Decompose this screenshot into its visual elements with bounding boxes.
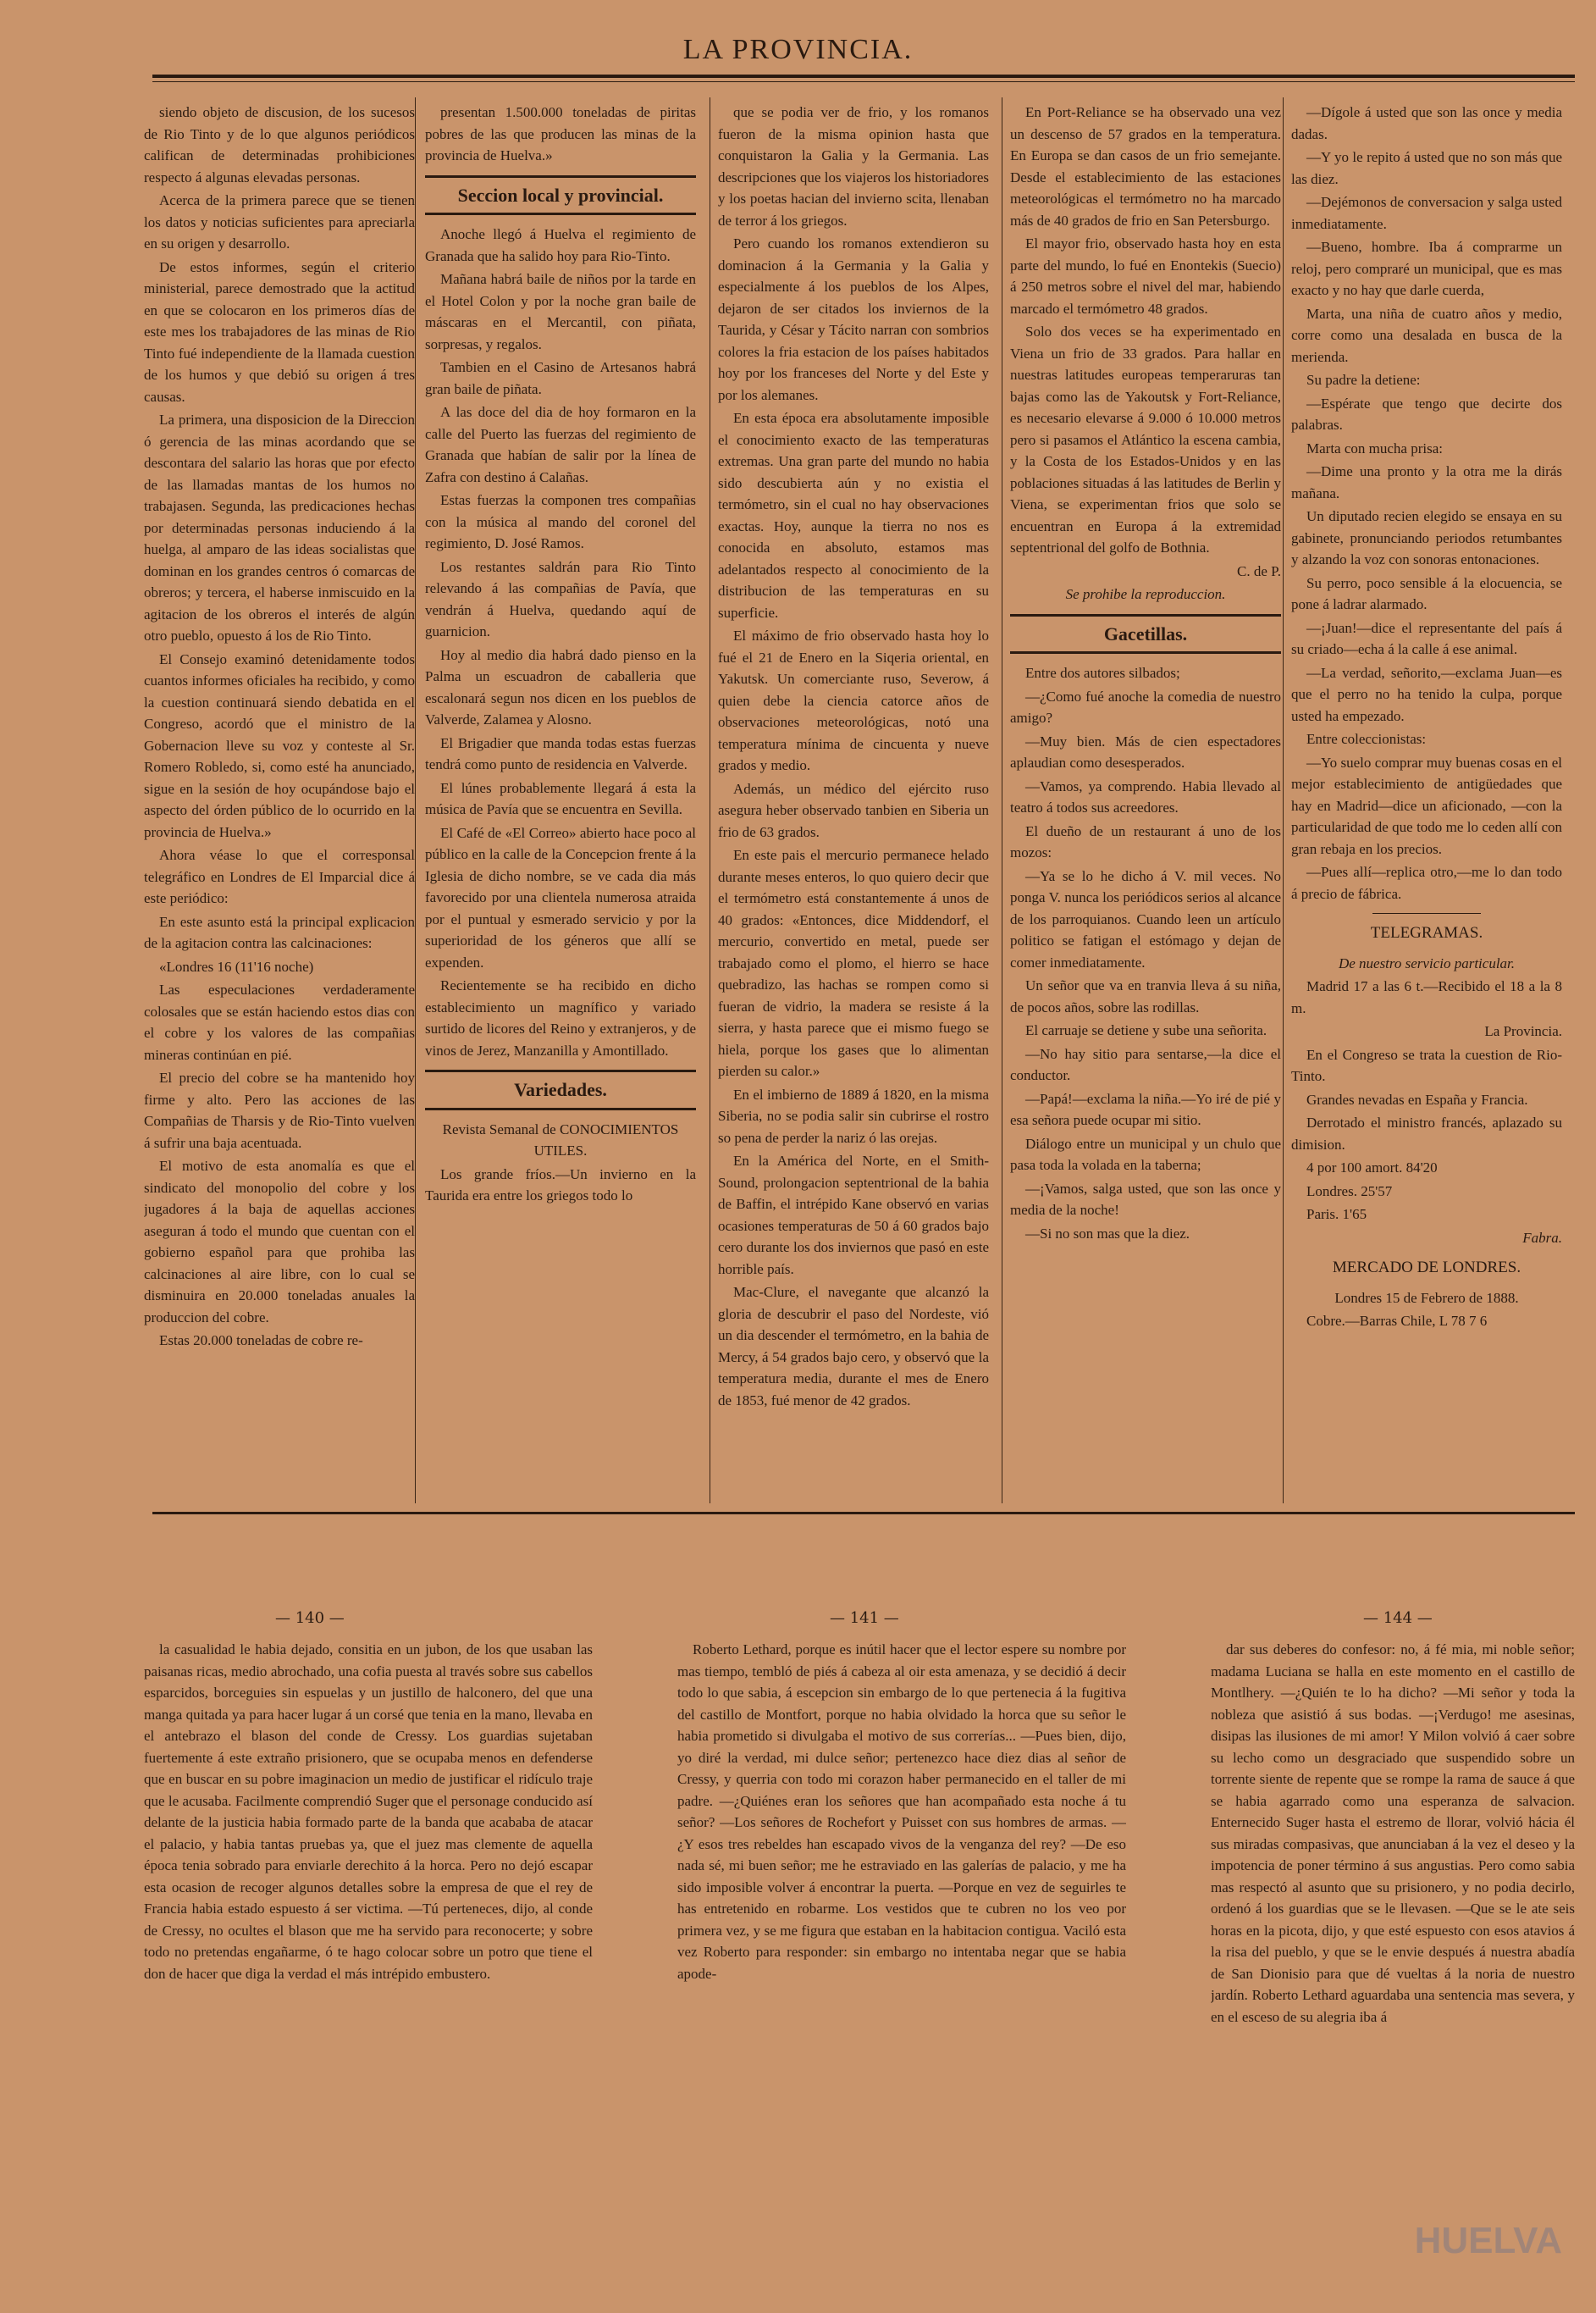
paragraph: En este asunto está la principal explicacion de la agitacion contra las calcinaciones: — [144, 913, 415, 951]
page-number: — 141 — — [830, 1609, 899, 1627]
column-1 — [144, 102, 415, 1499]
paragraph: Su padre la detiene: — [1306, 372, 1421, 388]
paragraph: —¡Juan!—dice el representante del país á su criado—echa á la calle á ese animal. — [1291, 619, 1562, 657]
page-number: — 144 — — [1363, 1609, 1433, 1627]
paragraph: Su perro, poco sensible á la elocuencia, se pone á ladrar alarmado. — [1291, 574, 1562, 612]
paragraph: Paris. 1'65 — [1306, 1206, 1367, 1222]
paragraph: Hoy al medio dia habrá dado pienso en la Palma un escuadron de caballeria que escalonará segun nos dicen en los pueblos de Valverde, Zalamea y Alosno. — [425, 646, 696, 728]
column-3 — [718, 102, 989, 1499]
paragraph: —Vamos, ya comprendo. Habia llevado al teatro á todos sus acreedores. — [1010, 777, 1281, 816]
paragraph: siendo objeto de discusion, de los sucesos de Rio Tinto y de lo que algunos periódicos califican de determinadas prohibiciones respecto á algunas elevadas personas. — [144, 104, 415, 185]
paragraph: —Papá!—exclama la niña.—Yo iré de pié y esa señora puede ocupar mi sitio. — [1010, 1090, 1281, 1128]
paragraph: —¿Como fué anoche la comedia de nuestro amigo? — [1010, 688, 1281, 726]
mercado-title: MERCADO DE LONDRES. — [1332, 1259, 1521, 1276]
paragraph: Un diputado recien elegido se ensaya en su gabinete, pronunciando periodos retumbantes y alzando la voz con sonoras entonaciones. — [1291, 508, 1562, 567]
paragraph: —Espérate que tengo que decirte dos palabras. — [1291, 395, 1562, 433]
column-divider — [415, 97, 416, 1503]
paragraph: Las especulaciones verdaderamente colosales que se están haciendo estos dias con el cobre y los valores de las compañias mineras continúan en pié. — [144, 982, 415, 1063]
paragraph: —Dime una pronto y la otra me la dirás mañana. — [1291, 463, 1562, 501]
paragraph: —Y yo le repito á usted que no son más que las diez. — [1291, 149, 1562, 187]
paragraph: Entre dos autores silbados; — [1025, 665, 1180, 681]
paragraph: —No hay sitio para sentarse,—la dice el conductor. — [1010, 1045, 1281, 1083]
paragraph: Marta, una niña de cuatro años y medio, corre como una desalada en busca de la merienda. — [1291, 305, 1562, 365]
paragraph: Tambien en el Casino de Artesanos habrá gran baile de piñata. — [425, 359, 696, 397]
paragraph: Un señor que va en tranvia lleva á su niña, de pocos años, sobre las rodillas. — [1010, 977, 1281, 1015]
prohibition-note: Se prohibe la reproduccion. — [1065, 586, 1226, 602]
bottom-rule — [152, 1512, 1575, 1514]
library-stamp: HUELVA — [1414, 2220, 1562, 2261]
folletin-column — [1211, 1639, 1575, 2249]
paragraph: —Si no son mas que la diez. — [1025, 1225, 1190, 1242]
paragraph: Londres. 25'57 — [1306, 1182, 1393, 1199]
paragraph: El Consejo examinó detenidamente todos cuantos informes oficiales ha recibido, y como la cuestion continuará siendo debatida en el Congreso, acordó que el ministro de la Gobernacion lleve su voz y conteste al Sr. Romero Robledo, si, como esté ha anunciado, sigue en la sesión de hoy ocupándose bajo el aspecto del órden público de lo ocurrido en la provincia de Huelva.» — [144, 650, 415, 840]
revista-lead: Los grande fríos.—Un invierno en la Taurida era entre los griegos todo lo — [425, 1165, 696, 1204]
telegramas-sender: La Provincia. — [1484, 1023, 1562, 1039]
paragraph: En el imbierno de 1889 á 1820, en la misma Siberia, no se podia salir sin cubrirse el rostro so pena de perder la nariz ó las orejas. — [718, 1086, 989, 1146]
folletin-column — [677, 1639, 1126, 2249]
column-lead: presentan 1.500.000 toneladas de piritas pobres de las que producen las minas de la provincia de Huelva.» — [425, 104, 696, 163]
paragraph: —Dígole á usted que son las once y media dadas. — [1291, 104, 1562, 142]
gacetillas-body — [1010, 662, 1281, 1244]
paragraph: De estos informes, según el criterio ministerial, parece demostrado que la actitud en que se colocaron en los primeros días de este mes los trabajadores de las minas de Rio Tinto fué independiente de la llamada cuestion de los humos y que debió su origen á tres causas. — [144, 258, 415, 405]
paragraph: Los restantes saldrán para Rio Tinto relevando á las compañias de Pavía, que vendrán á Huelva, quedando aquí de guarnicion. — [425, 558, 696, 639]
column-body — [1010, 102, 1281, 559]
article-signature: C. de P. — [1237, 562, 1281, 579]
folletin-text: Roberto Lethard, porque es inútil hacer que el lector espere su nombre por mas tiempo, tembló de piés á cabeza al oir esta amenaza, y se decidió á decir todo lo que sabia, á escepcion sin embargo de lo que pertenecia á la fugitiva del castillo de Montfort, porque no habia olvidado la horca que su señor le habia prometido si divulgaba el motivo de sus correrías... —Pues bien, dijo, yo diré la verdad, mi dulce señor; pertenezco hace diez dias al señor de Cressy, y querria con todo mi corazon haber permanecido en el taller de mi padre. —¿Quiénes eran los señores que han acompañado esta noche á tu señor? —Los señores de Rochefort y Puisset con sus hombres de armas. —¿Y esos tres rebeldes han escapado vivos de la venganza del rey? —De eso nada sé, mi buen señor; me he estraviado en las galerías de palacio, y me ha sido imposible volver á encontrar la puerta. —Porque en vez de seguirles te has entretenido en robarme. Los vestidos que te cubren no los veo por primera vez, y se me figura que estaban en la habitacion contigua. Vaciló esta vez Roberto para responder: sin embargo no intentaba negar que se habia apode- — [677, 1641, 1126, 1982]
paragraph: —¡Vamos, salga usted, que son las once y media de la noche! — [1010, 1180, 1281, 1218]
divider — [1372, 913, 1481, 914]
paragraph: El carruaje se detiene y sube una señorita. — [1025, 1022, 1267, 1038]
paragraph: En Port-Reliance se ha observado una vez un descenso de 57 grados en la temperatura. En Europa se dan casos de un frio semejante. Desde el establecimiento de las estaciones meteorológicas el termómetro no ha marcado más de 40 grados de frio en San Petersburgo. — [1010, 104, 1281, 229]
paragraph: El máximo de frio observado hasta hoy lo fué el 21 de Enero en la Siqeria oriental, en Yakutsk. Un comerciante ruso, Severow, á quien debe la ciencia catorce años de observaciones meteorológicas, notó una temperatura mínima de cincuenta y nueve grados y medio. — [718, 628, 989, 773]
paragraph: El lúnes probablemente llegará á esta la música de Pavía que se encuentra en Sevilla. — [425, 779, 696, 817]
column-body — [1291, 102, 1562, 905]
paragraph: Diálogo entre un municipal y un chulo que pasa toda la volada en la taberna; — [1010, 1135, 1281, 1173]
paragraph: Recientemente se ha recibido en dicho establecimiento un magnífico y variado surtido de licores del Reino y extranjeros, y de vinos de Jerez, Manzanilla y Amontillado. — [425, 977, 696, 1059]
paragraph: —Pues allí—replica otro,—me lo dan todo á precio de fábrica. — [1291, 864, 1562, 902]
paragraph: En el Congreso se trata la cuestion de Rio-Tinto. — [1291, 1046, 1562, 1084]
paragraph: Estas 20.000 toneladas de cobre re- — [159, 1332, 363, 1348]
masthead-rule-bottom — [152, 81, 1575, 82]
paragraph: El dueño de un restaurant á uno de los mozos: — [1010, 822, 1281, 860]
page-number: — 140 — — [275, 1609, 345, 1627]
revista-title: Revista Semanal de CONOCIMIENTOS UTILES. — [442, 1121, 679, 1159]
gacetillas-title: Gacetillas. — [1010, 614, 1281, 655]
paragraph: El motivo de esta anomalía es que el sindicato del monopolio del cobre y los jugadores á la baja de aquellas acciones aseguran á todo el mundo que cuentan con el gobierno español para que prohiba las calcinaciones al aire libre, con lo cual se disminuira en 20.000 toneladas anuales la produccion del cobre. — [144, 1158, 415, 1325]
folletin-text: la casualidad le habia dejado, consitia en un jubon, de los que usaban las paisanas ricas, medio abrochado, una cofia puesta al través sobre sus cabellos esparcidos, borceguies sin espuelas y un justillo de halconero, del que una manga quitada ya para hacer lugar á un corsé que tenia en la mano, llevaba en el antebrazo el blason del conde de Cressy. Los guardias sujetaban fuertemente á este extraño prisionero, que se ocupaba menos en defenderse que en buscar en su pobre imaginacion un medio de justificar el ridículo traje que le acusaba. Facilmente comprendió Suger que el personage conducido así delante de la justicia habia formado parte de la banda que acababa de atacar el palacio, y habia tantas pruebas ya, que el juez mas clemente de aquella época tenia sobrado para enviarle derechito á la horca. Pero no dejó escapar esta ocasion de recoger algunos detalles sobre la empresa de que el rey de Francia habia estado espuesto á ser victima. —Tú perteneces, dijo, al conde de Cressy, no ocultes el blason que me ha servido para reconocerte; y sobre todo no pretendas engañarme, ó te hago colocar sobre un potro que tiene el don de hacer que diga la verdad el más intrépido embustero. — [144, 1641, 593, 1982]
paragraph: 4 por 100 amort. 84'20 — [1306, 1159, 1438, 1176]
paragraph: que se podia ver de frio, y los romanos fueron de la misma opinion hasta que conquistaron la Galia y la Germania. Las descripciones que los viajeros los historiadores y los poetas hacian del invierno scita, llenaban de terror á los griegos. — [718, 104, 989, 229]
paragraph: En la América del Norte, en el Smith-Sound, prolongacion septentrional de la bahia de Baffin, el intrépido Kane observó en varias ocasiones temperaturas de 50 á 60 grados bajo cero durante los dos inviernos que pasó en este horrible país. — [718, 1153, 989, 1277]
telegramas-subtitle: De nuestro servicio particular. — [1338, 955, 1516, 971]
paragraph: Ahora véase lo que el corresponsal telegráfico en Londres de El Imparcial dice á este periódico: — [144, 847, 415, 906]
paragraph: Marta con mucha prisa: — [1306, 440, 1443, 457]
column-5 — [1291, 102, 1562, 1499]
paragraph: Grandes nevadas en España y Francia. — [1306, 1091, 1528, 1108]
paragraph: —Bueno, hombre. Iba á comprarme un reloj, pero compraré un municipal, que es mas exacto y no hay que darle cuerda, — [1291, 239, 1562, 298]
folletin-column — [144, 1639, 593, 2249]
paragraph: Estas fuerzas la componen tres compañias con la música al mando del coronel del regimiento, D. José Ramos. — [425, 492, 696, 551]
paragraph: Derrotado el ministro francés, aplazado su dimision. — [1291, 1115, 1562, 1153]
mercado-date: Londres 15 de Febrero de 1888. — [1334, 1289, 1519, 1306]
paragraph: La primera, una disposicion de la Direccion ó gerencia de las minas acordando que se descontara del salario las horas que por efecto de las llamadas mantas de los humos no trabajasen. Segunda, las predicaciones hechas por determinadas personas induciendo á la huelga, al amparo de las ideas socialistas que dominan en los grandes centros ó comarcas de obreros; y tercera, el haberse inmiscuido en la agitacion de los obreros el interés de algún otro pueblo, opuesto á los de Rio Tinto. — [144, 412, 415, 644]
paragraph: Anoche llegó á Huelva el regimiento de Granada que ha salido hoy para Rio-Tinto. — [425, 226, 696, 264]
mercado-line: Cobre.—Barras Chile, L 78 7 6 — [1306, 1313, 1488, 1329]
masthead: LA PROVINCIA. — [682, 34, 914, 65]
paragraph: Pero cuando los romanos extendieron su dominacion á la Germania y la Galia y especialmente á los pueblos de los Alpes, dejaron de ser citados los inviernos de la Taurida, y César y Tácito narran con sombrios colores la fria estacion de los países habitados hoy por los franceses del Norte y del Este y por los alemanes. — [718, 235, 989, 403]
section-title: Seccion local y provincial. — [425, 175, 696, 216]
fabra-signature: Fabra. — [1522, 1229, 1562, 1246]
telegramas-title: TELEGRAMAS. — [1370, 924, 1483, 942]
telegramas-items — [1291, 1044, 1562, 1156]
paragraph: A las doce del dia de hoy formaron en la calle del Puerto las fuerzas del regimiento de Granada que habían de salir por la línea de Zafra con destino á Calañas. — [425, 404, 696, 485]
column-4 — [1010, 102, 1281, 1499]
masthead-rule-top — [152, 75, 1575, 78]
paragraph: Mañana habrá baile de niños por la tarde en el Hotel Colon y por la noche gran baile de máscaras en el Mercantil, con piñata, sorpresas, y regalos. — [425, 271, 696, 352]
paragraph: «Londres 16 (11'16 noche) — [159, 958, 314, 975]
paragraph: El precio del cobre se ha mantenido hoy firme y alto. Pero las acciones de las Compañias de Tharsis y de Rio-Tinto vuelven á sufrir una baja acentuada. — [144, 1070, 415, 1151]
paragraph: Mac-Clure, el navegante que alcanzó la gloria de descubrir el paso del Nordeste, vió un dia descender el termómetro, en la bahia de Mercy, á 54 grados bajo cero, y observó que la temperatura media, durante el mes de Enero de 1853, fué menor de 42 grados. — [718, 1284, 989, 1408]
variedades-title: Variedades. — [425, 1070, 696, 1110]
folletin-text: dar sus deberes do confesor: no, á fé mia, mi noble señor; madama Luciana se halla en este momento en el castillo de Montlhery. —¿Quién te lo ha dicho? —Mi señor y toda la nobleza que asistió á sus bodas. —¡Verdugo! me asesinas, disipas las ilusiones de mi amor! Y Milon volvió á caer sobre su lecho como un desgraciado que suspendido sobre un torrente siente de repente que se rompe la rama de sauce á que se habia agarrado como una esperanza de salvacion. Enternecido Suger hasta el estremo de llorar, volvió hácia él sus miradas compasivas, que anunciaban á la vez el deseo y la impotencia de poner término á sus angustias. Pero como sabia mas respectó al asunto que su prisionero, y no podia decirlo, ordenó á los guardias que se le llevasen. —Que se le ate seis horas en la picota, dijo, y que esté espuesto con esos atavios á la risa del pueblo, y que se le envie después á nuestra abadía de San Dionisio para que dé vueltas á la noria de nuestro jardín. Roberto Lethard aguardaba una sentencia mas severa, y en el esceso de su alegria iba á — [1211, 1641, 1575, 2025]
market-quotes — [1291, 1157, 1562, 1226]
paragraph: Solo dos veces se ha experimentado en Viena un frio de 33 grados. Para hallar en nuestras latitudes europeas temperaruras tan bajas como las de Yakoutsk y Fort-Reliance, es necesario elevarse á 9.000 ó 10.000 metros pero si pasamos el Atlántico la escena cambia, y la Costa de los Estados-Unidos y en las poblaciones situadas á las latitudes de Berlin y Viena, se experimentan frios que solo se encuentran en Europa á la extremidad septentrional del golfo de Bothnia. — [1010, 324, 1281, 556]
paragraph: Entre coleccionistas: — [1306, 731, 1427, 747]
paragraph: Acerca de la primera parece que se tienen los datos y noticias suficientes para apreciarla en su origen y desarrollo. — [144, 192, 415, 252]
paragraph: —Muy bien. Más de cien espectadores aplaudian como desesperados. — [1010, 733, 1281, 771]
paragraph: En este pais el mercurio permanece helado durante meses enteros, lo quo quiero decir que el termómetro está constantemente á unos de 40 grados: «Entonces, dice Middendorf, el mercurio, convertido en metal, puede ser trabajado como el plomo, el hierro se hace quebradizo, las hachas se rompen como si fueran de vidrio, la madera se resiste á la sierra, y hasta parece que ei mismo fuego se hiela, porque los gases que lo alimentan pierden su calor.» — [718, 847, 989, 1079]
column-body — [425, 224, 696, 1061]
column-2 — [425, 102, 696, 1499]
paragraph: Además, un médico del ejército ruso asegura heber observado tanbien en Siberia un frio de 63 grados. — [718, 780, 989, 840]
paragraph: —Ya se lo he dicho á V. mil veces. No ponga V. nunca los periódicos serios al alcance de los parroquianos. Cuando leen un artículo politico se fatigan el estómago y dejan de comer inmediatamente. — [1010, 867, 1281, 971]
telegramas-dateline: Madrid 17 a las 6 t.—Recibido el 18 a la 8 m. — [1291, 978, 1562, 1016]
paragraph: En esta época era absolutamente imposible el conocimiento exacto de las temperaturas extremas. Una gran parte del mundo no habia sido descubierta aún y no existia el termómetro, sin el cual no hay observaciones exactas. Hoy, aunque la tierra no nos es conocida en absoluto, estamos mas adelantados respecto al conocimiento de la distribucion de las temperaturas en su superficie. — [718, 410, 989, 621]
paragraph: El Brigadier que manda todas estas fuerzas tendrá como punto de residencia en Valverde. — [425, 734, 696, 772]
paragraph: —Dejémonos de conversacion y salga usted inmediatamente. — [1291, 194, 1562, 232]
paragraph: —La verdad, señorito,—exclama Juan—es que el perro no ha tenido la culpa, porque usted ha empezado. — [1291, 664, 1562, 724]
paragraph: El mayor frio, observado hasta hoy en esta parte del mundo, lo fué en Enontekis (Suecio) á 250 metros sobre el nivel del mar, habiendo marcado el termómetro 48 grados. — [1010, 235, 1281, 317]
paragraph: El Café de «El Correo» abierto hace poco al público en la calle de la Concepcion frente á la Iglesia de dicho nombre, se ve cada dia más favorecido por una clientela numerosa atraida por el puntual y esmerado servicio y por la superioridad de los géneros que allí se expenden. — [425, 824, 696, 971]
paragraph: —Yo suelo comprar muy buenas cosas en el mejor establecimiento de antigüedades que hay en Madrid—dice un aficionado, —con la particularidad de que todo me lo ceden allí con gran rebaja en los precios. — [1291, 754, 1562, 857]
column-divider — [1283, 97, 1284, 1503]
